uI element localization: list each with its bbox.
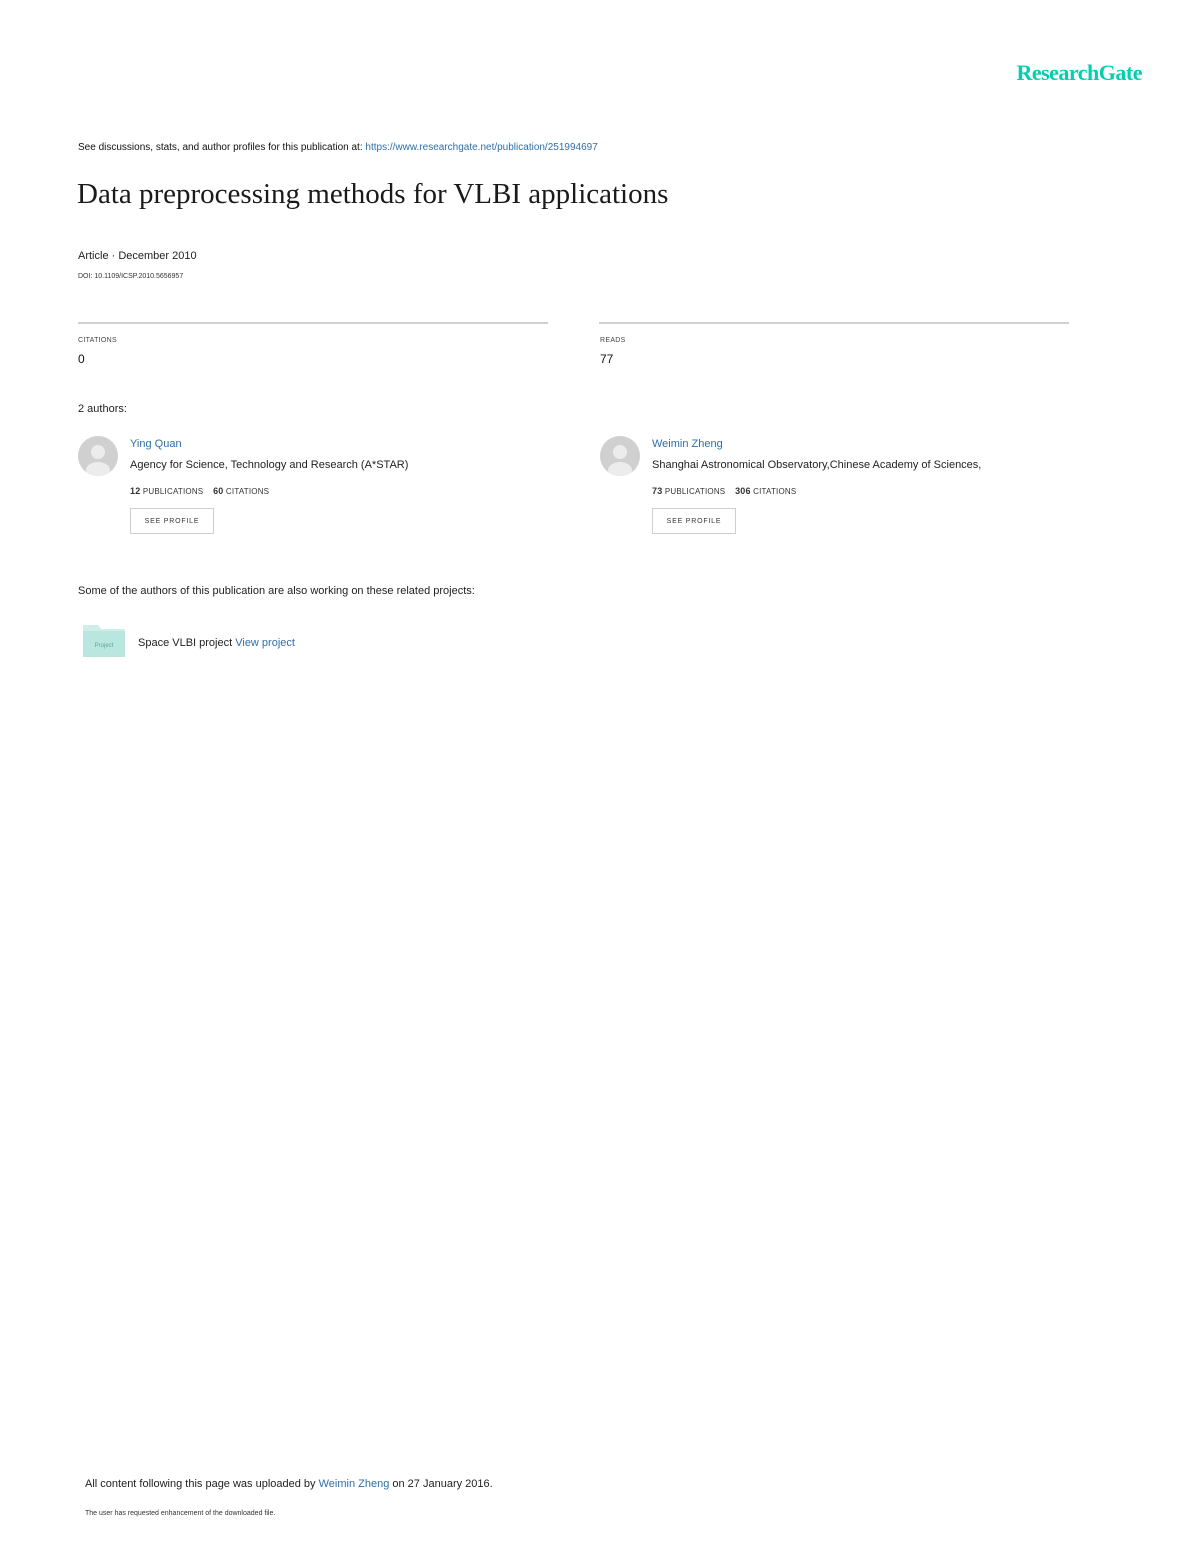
researchgate-logo[interactable]: ResearchGate: [1016, 60, 1142, 85]
related-projects-heading: Some of the authors of this publication are also working on these related projects:: [78, 585, 475, 597]
author-publications-label: PUBLICATIONS: [142, 487, 204, 496]
author-publications-label: PUBLICATIONS: [664, 487, 726, 496]
author-publications-count: 12: [130, 486, 141, 496]
author-avatar-icon[interactable]: [78, 436, 118, 476]
reads-value: 77: [600, 352, 614, 366]
project-icon-label: Project: [94, 643, 114, 649]
source-prefix-text: See discussions, stats, and author profiles for this publication at:: [78, 142, 363, 153]
project-folder-icon: [82, 622, 126, 658]
uploader-link[interactable]: Weimin Zheng: [318, 1478, 390, 1490]
author-name-link[interactable]: Weimin Zheng: [652, 438, 723, 450]
view-project-link[interactable]: View project: [235, 637, 295, 649]
upload-date: on 27 January 2016.: [392, 1478, 493, 1490]
author-citations-label: CITATIONS: [753, 487, 797, 496]
author-avatar-icon[interactable]: [600, 436, 640, 476]
author-citations-count: 306: [735, 486, 751, 496]
author-citations-count: 60: [213, 486, 224, 496]
author-name-link[interactable]: Ying Quan: [130, 438, 182, 450]
see-profile-button[interactable]: SEE PROFILE: [652, 508, 736, 534]
author-institution: Shanghai Astronomical Observatory,Chinese Academy of Sciences,: [652, 459, 982, 471]
citations-value: 0: [78, 352, 85, 366]
article-doi[interactable]: DOI: 10.1109/ICSP.2010.5656957: [78, 273, 184, 280]
article-type-date: Article · December 2010: [78, 250, 197, 262]
see-profile-button[interactable]: SEE PROFILE: [130, 508, 214, 534]
author-citations-label: CITATIONS: [225, 487, 270, 496]
author-stats: [652, 486, 796, 496]
upload-prefix: All content following this page was uploaded by: [85, 1478, 316, 1490]
publication-source-line: [78, 142, 598, 153]
upload-info: [85, 1478, 493, 1490]
citations-divider: [78, 322, 548, 324]
reads-divider: [599, 322, 1069, 324]
author-institution: Agency for Science, Technology and Research (A*STAR): [130, 459, 409, 471]
project-item: [138, 637, 295, 649]
author-stats: [130, 486, 269, 496]
author-publications-count: 73: [652, 486, 663, 496]
citations-label: CITATIONS: [78, 337, 117, 344]
publication-url-link[interactable]: https://www.researchgate.net/publication/251994697: [365, 142, 598, 153]
project-name: Space VLBI project: [138, 637, 233, 649]
download-footnote: The user has requested enhancement of the downloaded file.: [85, 1510, 276, 1517]
reads-label: READS: [600, 337, 626, 344]
authors-count: 2 authors:: [78, 403, 127, 415]
article-title: Data preprocessing methods for VLBI applications: [77, 178, 669, 210]
